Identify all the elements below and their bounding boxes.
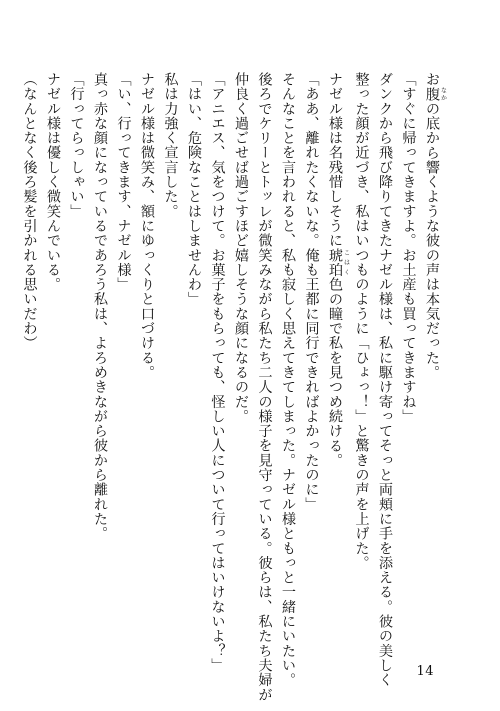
text-line: ナゼル様は優しく微笑んでいる。 bbox=[45, 72, 61, 292]
text-line: ナゼル様は名残惜しそうに琥珀 こはく色の瞳で私を見つめ続ける。 bbox=[327, 72, 350, 468]
text-line: そんなことを言われると、私も寂しく思えてきてしまった。ナゼル様ともっと一緒にいたい。 bbox=[280, 72, 296, 688]
text-line: （なんとなく後ろ髪を引かれる思いだわ） bbox=[21, 72, 38, 351]
text-line: 「ああ、離れたくないな。俺も王都に同行できればよかったのに」 bbox=[303, 72, 320, 512]
text-line: お腹 なかの底から響くような彼の声は本気だった。 bbox=[424, 72, 447, 380]
page-number: 14 bbox=[416, 664, 434, 679]
text-line: 整った顔が近づき、私はいつものように「ひょっ！」と驚きの声を上げた。 bbox=[353, 72, 370, 571]
text-line: 後ろでケリーとトッレが微笑みながら私たち二人の様子を見守っている。彼らは、私たち夫婦が bbox=[256, 72, 273, 702]
text-line: 「アニエス、気をつけて。お菓子をもらっても、怪しい人について行ってはいけないよ？」 bbox=[209, 72, 226, 673]
text-line: 私は力強く宣言した。 bbox=[162, 72, 179, 219]
text-line: ナゼル様は微笑み、額にゆっくりと口づける。 bbox=[139, 72, 155, 380]
ruby-annotation: 腹 なか bbox=[424, 86, 447, 102]
text-line: 「行ってらっしゃい」 bbox=[68, 72, 85, 219]
ruby-annotation: 琥珀 こはく bbox=[327, 247, 350, 278]
text-line: 仲良く過ごせば過ごすほど嬉しそうな顔になるのだ。 bbox=[233, 72, 249, 424]
text-line: ダンクから飛び降りてきたナゼル様は、私に駆け寄ってそっと両頬に手を添える。彼の美しく bbox=[377, 72, 393, 688]
text-line: 「はい、危険なことはしませんわ」 bbox=[186, 72, 202, 307]
text-line: 「すぐに帰ってきますよ。お土産も買ってきますね」 bbox=[400, 72, 417, 424]
text-line: 「い、行ってきます、ナゼル様」 bbox=[115, 72, 132, 292]
text-line: 真っ赤な顔になっているであろう私は、よろめきながら彼から離れた。 bbox=[92, 72, 108, 541]
